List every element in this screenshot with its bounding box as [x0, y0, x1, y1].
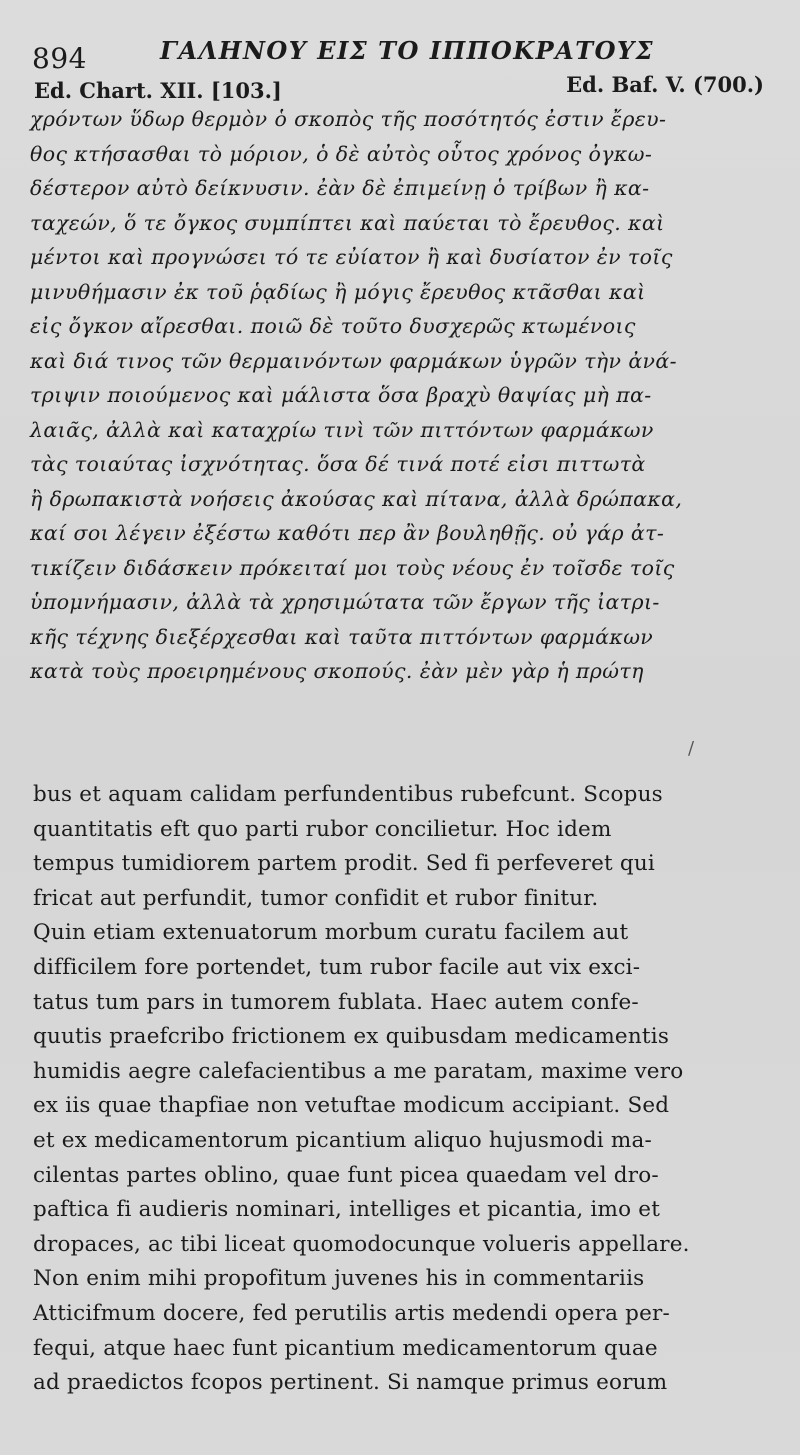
latin-line: et ex medicamentorum picantium aliquo hujusmodi ma- [33, 1127, 652, 1153]
greek-line: καί σοι λέγειν ἐξέστω καθότι περ ἂν βουληθῇς. οὐ γάρ ἀτ- [30, 521, 665, 545]
greek-line: κατὰ τοὺς προειρημένους σκοπούς. ἐὰν μὲν γὰρ ἡ πρώτη [30, 659, 644, 683]
greek-line: ταχεών, ὅ τε ὄγκος συμπίπτει καὶ παύεται τὸ ἔρευθος. καὶ [30, 210, 665, 235]
latin-line: paftica fi audieris nominari, intelliges et picantia, imo et [33, 1197, 661, 1223]
latin-line: fricat aut perfundit, tumor confidit et rubor finitur. [33, 885, 599, 911]
greek-line: ὑπομνήμασιν, ἀλλὰ τὰ χρησιμώτατα τῶν ἔργων τῆς ἰατρι- [30, 590, 660, 614]
greek-line: μέντοι καὶ προγνώσει τό τε εὐίατον ἢ καὶ δυσίατον ἐν τοῖς [30, 245, 673, 269]
latin-line: Quin etiam extenuatorum morbum curatu facilem aut [33, 920, 629, 946]
greek-line: ἢ δρωπακιστὰ νοήσεις ἀκούσας καὶ πίτανα, ἀλλὰ δρώπακα, [30, 486, 683, 511]
latin-line: quutis praefcribo frictionem ex quibusdam medicamentis [33, 1024, 670, 1050]
latin-text-block [33, 778, 773, 1401]
latin-line: Non enim mihi propofitum juvenes his in commentariis [33, 1266, 645, 1292]
latin-line: fequi, atque haec funt picantium medicamentorum quae [33, 1335, 658, 1361]
greek-line: τικίζειν διδάσκειν πρόκειταί μοι τοὺς νέους ἐν τοῖσδε τοῖς [30, 555, 675, 580]
edition-reference-left: Ed. Chart. XII. [103.] [34, 78, 282, 103]
latin-line: ad praedictos fcopos pertinent. Si namque primus eorum [33, 1370, 668, 1396]
greek-line: μινυθήμασιν ἐκ τοῦ ῥᾳδίως ἢ μόγις ἔρευθος κτᾶσθαι καὶ [30, 279, 646, 304]
section-divider-mark: / [688, 738, 695, 759]
latin-line: dropaces, ac tibi liceat quomodocunque volueris appellare. [33, 1231, 690, 1257]
latin-line: difficilem fore portendet, tum rubor facile aut vix exci- [33, 954, 641, 980]
greek-line: χρόντων ὕδωρ θερμὸν ὁ σκοπὸς τῆς ποσότητός ἐστιν ἔρευ- [30, 107, 667, 131]
latin-line: ex iis quae thapfiae non vetuftae modicum accipiant. Sed [33, 1093, 670, 1119]
greek-line: δέστερον αὐτὸ δείκνυσιν. ἐὰν δὲ ἐπιμείνῃ ὁ τρίβων ἢ κα- [30, 176, 650, 200]
latin-line: humidis aegre calefacientibus a me paratam, maxime vero [33, 1058, 684, 1084]
latin-line: cilentas partes oblino, quae funt picea quaedam vel dro- [33, 1162, 659, 1188]
running-head: ΓΑΛΗΝΟΥ ΕΙΣ ΤΟ ΙΠΠΟΚΡΑΤΟΥΣ [160, 36, 655, 65]
edition-reference-right: Ed. Baf. V. (700.) [566, 72, 764, 97]
latin-line: tatus tum pars in tumorem fublata. Haec autem confe- [33, 989, 639, 1015]
latin-line: bus et aquam calidam perfundentibus rubefcunt. Scopus [33, 782, 663, 807]
greek-line: θος κτήσασθαι τὸ μόριον, ὁ δὲ αὐτὸς οὗτος χρόνος ὀγκω- [30, 141, 653, 166]
greek-line: εἰς ὄγκον αἴρεσθαι. ποιῶ δὲ τοῦτο δυσχερῶς κτωμένοις [30, 314, 636, 338]
latin-line: Atticifmum docere, fed perutilis artis medendi opera per- [33, 1300, 670, 1326]
page-number: 894 [32, 42, 87, 75]
greek-line: καὶ διά τινος τῶν θερμαινόντων φαρμάκων ὑγρῶν τὴν ἀνά- [30, 348, 677, 373]
latin-line: tempus tumidiorem partem prodit. Sed fi perfeveret qui [33, 851, 655, 877]
greek-line: λαιᾶς, ἀλλὰ καὶ καταχρίω τινὶ τῶν πιττόντων φαρμάκων [30, 417, 654, 442]
greek-line: τὰς τοιαύτας ἰσχνότητας. ὅσα δέ τινά ποτέ εἰσι πιττωτὰ [30, 452, 646, 476]
latin-line: quantitatis eft quo parti rubor concilietur. Hoc idem [33, 816, 612, 842]
greek-line: κῆς τέχνης διεξέρχεσθαι καὶ ταῦτα πιττόντων φαρμάκων [30, 624, 654, 649]
greek-text-block [30, 102, 770, 689]
greek-line: τριψιν ποιούμενος καὶ μάλιστα ὅσα βραχὺ θαψίας μὴ πα- [30, 383, 652, 407]
